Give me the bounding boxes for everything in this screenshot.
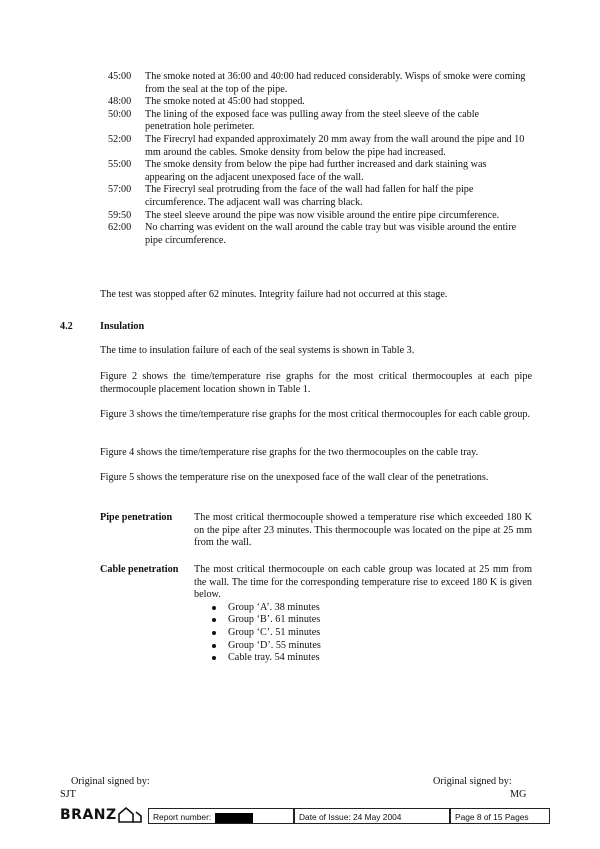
log-entry bbox=[108, 184, 538, 209]
test-observation-log bbox=[108, 71, 538, 247]
log-entry bbox=[108, 109, 538, 134]
page-number-text: Page 8 of 15 Pages bbox=[455, 812, 529, 822]
list-item: Group ‘C’. 51 minutes bbox=[194, 627, 532, 640]
list-item: Group ‘D’. 55 minutes bbox=[194, 640, 532, 653]
right-signature-name: MG bbox=[510, 789, 527, 800]
logo-text: BRANZ bbox=[60, 806, 117, 823]
report-number-label: Report number: bbox=[153, 812, 212, 822]
log-time: 48:00 bbox=[108, 96, 132, 108]
test-stopped-paragraph: The test was stopped after 62 minutes. Integrity failure had not occurred at this stage. bbox=[100, 289, 448, 300]
log-text: The lining of the exposed face was pulling away from the steel sleeve of the cable penetration hole perimeter. bbox=[145, 108, 480, 133]
log-time: 62:00 bbox=[108, 222, 132, 234]
log-time: 55:00 bbox=[108, 159, 132, 171]
issue-date-text: Date of Issue: 24 May 2004 bbox=[299, 812, 402, 822]
section-title: Insulation bbox=[100, 321, 145, 332]
log-time: 57:00 bbox=[108, 184, 132, 196]
paragraph-figure-4: Figure 4 shows the time/temperature rise graphs for the two thermocouples on the cable tray. bbox=[100, 447, 479, 458]
cable-penetration-term: Cable penetration bbox=[100, 564, 179, 575]
log-text: No charring was evident on the wall around the cable tray but was visible around the entire pipe circumference. bbox=[145, 222, 517, 246]
log-time: 50:00 bbox=[108, 108, 132, 120]
log-time: 45:00 bbox=[108, 71, 132, 82]
left-signature-label: Original signed by: bbox=[71, 776, 150, 787]
cable-penetration-text: The most critical thermocouple on each cable group was located at 25 mm from the wall. The time for the corresponding temperature rise to exceed 180 K is given below. bbox=[194, 564, 532, 601]
log-entry bbox=[108, 134, 538, 159]
redaction-block bbox=[215, 813, 253, 823]
paragraph-figure-2: Figure 2 shows the time/temperature rise graphs for the most critical thermocouples at each pipe thermocouple placement location shown in Table 1. bbox=[100, 371, 532, 395]
report-number-box bbox=[148, 808, 294, 824]
pipe-penetration-term: Pipe penetration bbox=[100, 512, 173, 523]
paragraph-table-3: The time to insulation failure of each of the seal systems is shown in Table 3. bbox=[100, 345, 415, 356]
section-number: 4.2 bbox=[60, 321, 73, 332]
list-item: Group ‘B’. 61 minutes bbox=[194, 614, 532, 627]
right-signature-label: Original signed by: bbox=[433, 776, 512, 787]
cable-group-list bbox=[194, 602, 532, 665]
log-time: 59:50 bbox=[108, 209, 132, 221]
pipe-penetration-text: The most critical thermocouple showed a temperature rise which exceeded 180 K on the pipe after 23 minutes. This thermocouple was located on the pipe at 25 mm from the wall. bbox=[194, 512, 532, 549]
issue-date-box bbox=[294, 808, 450, 824]
log-entry bbox=[108, 210, 538, 223]
log-text: The Firecryl seal protruding from the face of the wall had fallen for half the pipe circumference. The adjacent wall was charring black. bbox=[145, 184, 474, 208]
log-text: The Firecryl had expanded approximately 20 mm away from the wall around the pipe and 10 mm around the cables. Smoke density from below the pipe had increased. bbox=[145, 133, 525, 158]
left-signature-name: SJT bbox=[60, 789, 76, 800]
log-text: The smoke density from below the pipe had further increased and dark staining was appearing on the adjacent unexposed face of the wall. bbox=[145, 159, 487, 183]
page-number-box bbox=[450, 808, 550, 824]
cable-penetration-block bbox=[194, 564, 532, 665]
list-item: Cable tray. 54 minutes bbox=[194, 652, 532, 665]
paragraph-figure-3: Figure 3 shows the time/temperature rise graphs for the most critical thermocouples for each cable group. bbox=[100, 409, 530, 420]
page-footer bbox=[60, 806, 550, 828]
log-entry bbox=[108, 96, 538, 109]
paragraph-figure-5: Figure 5 shows the temperature rise on the unexposed face of the wall clear of the penetrations. bbox=[100, 472, 489, 483]
log-entry bbox=[108, 222, 538, 247]
log-entry bbox=[108, 159, 538, 184]
house-logo-icon bbox=[117, 806, 143, 824]
log-entry bbox=[108, 71, 538, 96]
list-item: Group ‘A’. 38 minutes bbox=[194, 602, 532, 615]
log-text: The smoke noted at 36:00 and 40:00 had reduced considerably. Wisps of smoke were coming from the seal at the top of the pipe. bbox=[145, 71, 526, 95]
branz-logo bbox=[60, 806, 143, 824]
log-time: 52:00 bbox=[108, 133, 132, 145]
log-text: The smoke noted at 45:00 had stopped. bbox=[145, 96, 305, 108]
log-text: The steel sleeve around the pipe was now visible around the entire pipe circumference. bbox=[145, 209, 500, 221]
